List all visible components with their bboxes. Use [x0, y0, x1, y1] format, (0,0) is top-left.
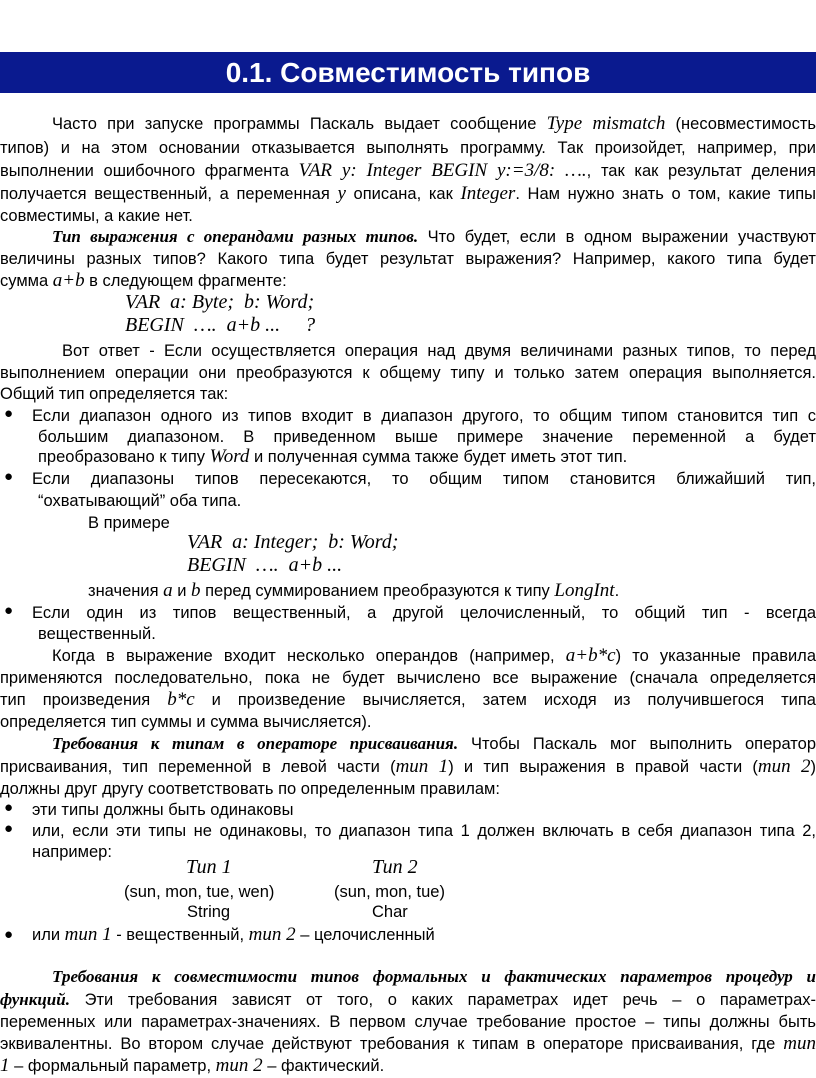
list-item: преобразовано к типу Word и полученная сумма также будет иметь этот тип.: [38, 446, 628, 467]
paragraph-line: присваивания, тип переменной в левой части (тип 1) и тип выражения в правой части (тип 2): [0, 756, 816, 777]
paragraph-line: выполнении ошибочного фрагмента VAR y: Integer BEGIN y:=3/8: …., так как результат деления: [0, 160, 816, 181]
paragraph-line: определяется тип суммы и сумма вычисляется).: [0, 713, 372, 731]
code-line: VAR a: Integer; b: Word;: [187, 531, 399, 553]
code-line: VAR a: Byte; b: Word;: [125, 291, 315, 313]
paragraph-line: тип произведения b*c и произведение вычисляется, затем исходя из получившегося типа: [0, 689, 816, 710]
list-item: Если диапазоны типов пересекаются, то общим типом становится ближайший тип,: [32, 470, 816, 488]
list-item: В примере: [88, 514, 170, 532]
table-cell: (sun, mon, tue, wen): [124, 883, 275, 901]
paragraph-line: Тип выражения с операндами разных типов. Что будет, если в одном выражении участвуют: [52, 227, 816, 246]
table-header: Тип 2: [372, 856, 418, 878]
paragraph-line: переменных или параметрах-значениях. В первом случае требование простое – типы должны быть: [0, 1013, 816, 1031]
bullet-icon: ●: [4, 602, 14, 619]
list-item: или тип 1 - вещественный, тип 2 – целочисленный: [32, 924, 435, 945]
bullet-icon: ●: [4, 799, 14, 816]
code-line: BEGIN …. a+b ... ?: [125, 314, 316, 336]
paragraph-line: выполнением операции они преобразуются к общему типу и только затем операция выполняется.: [0, 364, 816, 382]
table-cell: (sun, mon, tue): [334, 883, 445, 901]
list-item: например:: [32, 843, 112, 861]
paragraph-line: функций. Эти требования зависят от того, о каких параметрах идет речь – о параметрах-: [0, 990, 816, 1009]
paragraph-line: 1 – формальный параметр, тип 2 – фактический.: [0, 1055, 385, 1076]
list-item: большим диапазоном. В приведенном выше примере значение переменной а будет: [38, 428, 816, 446]
paragraph-line: совместимы, а какие нет.: [0, 207, 193, 225]
paragraph-line: величины разных типов? Какого типа будет результат выражения? Например, какого типа будет: [0, 250, 816, 268]
list-item: значения a и b перед суммированием преобразуются к типу LongInt.: [88, 580, 620, 601]
table-cell: Char: [372, 903, 408, 921]
bullet-icon: ●: [4, 405, 14, 422]
paragraph-line: сумма a+b в следующем фрагменте:: [0, 270, 287, 291]
bullet-icon: ●: [4, 926, 14, 943]
paragraph-line: Часто при запуске программы Паскаль выдает сообщение Type mismatch (несовместимость: [52, 113, 816, 134]
table-cell: String: [187, 903, 231, 921]
paragraph-line: получается вещественный, а переменная y описана, как Integer. Нам нужно знать о том, какие типы: [0, 183, 816, 204]
paragraph-line: Требования к совместимости типов формальных и фактических параметров процедур и: [52, 967, 816, 986]
paragraph-line: Когда в выражение входит несколько операндов (например, a+b*c) то указанные правила: [52, 645, 816, 666]
bullet-icon: ●: [4, 468, 14, 485]
page-title: 0.1. Совместимость типов: [0, 52, 816, 93]
list-item: эти типы должны быть одинаковы: [32, 801, 294, 819]
paragraph-line: должны друг другу соответствовать по определенным правилам:: [0, 780, 500, 798]
paragraph-line: Общий тип определяется так:: [0, 385, 229, 403]
paragraph-line: применяются последовательно, пока не будет вычислено все выражение (сначала определяется: [0, 669, 816, 687]
paragraph-line: эквивалентны. Во втором случае действуют требования к типам в операторе присваивания, где тип: [0, 1033, 816, 1054]
list-item: Если диапазон одного из типов входит в диапазон другого, то общим типом становится тип с: [32, 407, 816, 425]
list-item: или, если эти типы не одинаковы, то диапазон типа 1 должен включать в себя диапазон типа 2,: [32, 822, 816, 840]
list-item: Если один из типов вещественный, а другой целочисленный, то общий тип - всегда: [32, 604, 816, 622]
paragraph-line: типов) и на этом основании отказывается выполнять программу. Так произойдет, например, при: [0, 139, 816, 157]
list-item: “охватывающий” оба типа.: [38, 492, 242, 510]
list-item: вещественный.: [38, 625, 156, 643]
paragraph-line: Вот ответ - Если осуществляется операция над двумя величинами разных типов, то перед: [62, 342, 816, 360]
bullet-icon: ●: [4, 820, 14, 837]
code-line: BEGIN …. a+b ...: [187, 554, 343, 576]
paragraph-line: Требования к типам в операторе присваивания. Чтобы Паскаль мог выполнить оператор: [52, 734, 816, 753]
table-header: Тип 1: [186, 856, 232, 878]
